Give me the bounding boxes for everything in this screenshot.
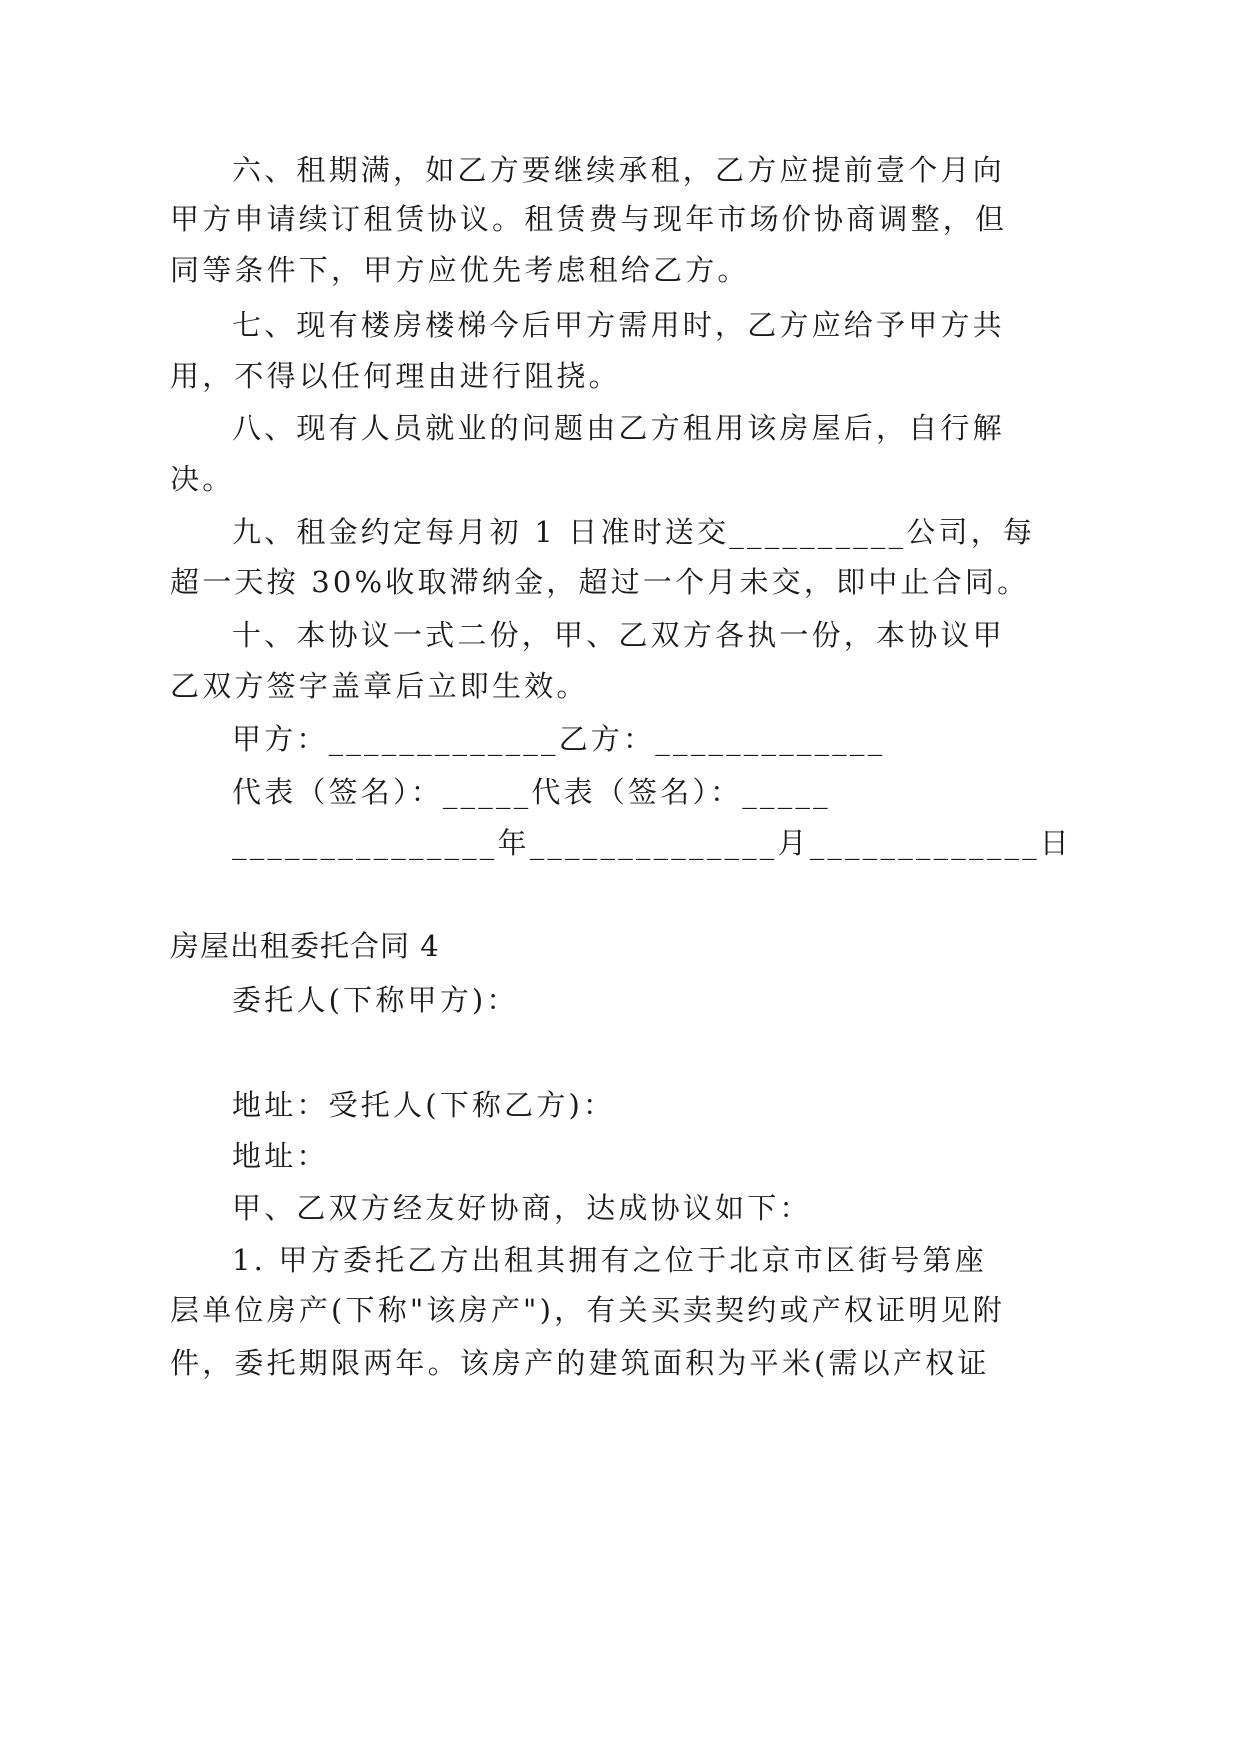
address-agent-line: 地址：受托人(下称乙方)： [232,1088,616,1122]
clause-7-line-1: 七、现有楼房楼梯今后甲方需用时，乙方应给予甲方共 [232,308,1005,342]
clause-9-line-1: 九、租金约定每月初 1 日准时送交__________公司，每 [232,515,1036,549]
clause-6-line-3: 同等条件下，甲方应优先考虑租给乙方。 [170,253,750,287]
item-1-line-1: 1. 甲方委托乙方出租其拥有之位于北京市区街号第座 [232,1243,987,1277]
clause-7-line-2: 用，不得以任何理由进行阻挠。 [170,359,621,393]
clause-10-line-1: 十、本协议一式二份，甲、乙双方各执一份，本协议甲 [232,618,1005,652]
address-line: 地址： [232,1139,329,1173]
representative-signature-line: 代表（签名）：_____代表（签名）：_____ [232,775,831,809]
clause-10-line-2: 乙双方签字盖章后立即生效。 [170,669,589,703]
agreement-intro-line: 甲、乙双方经友好协商，达成协议如下： [232,1191,812,1225]
principal-line: 委托人(下称甲方)： [232,983,519,1017]
clause-8-line-2: 决。 [170,462,235,496]
clause-9-line-2: 超一天按 30%收取滞纳金，超过一个月未交，即中止合同。 [170,565,1030,599]
party-signature-line: 甲方：_____________乙方：_____________ [232,722,886,756]
section-title: 房屋出租委托合同 4 [170,929,440,963]
item-1-line-3: 件，委托期限两年。该房产的建筑面积为平米(需以产权证 [170,1346,990,1380]
date-line: _______________年______________月_____________日 [232,826,1072,860]
clause-8-line-1: 八、现有人员就业的问题由乙方租用该房屋后，自行解 [232,411,1005,445]
clause-6-line-2: 甲方申请续订租赁协议。租赁费与现年市场价协商调整，但 [170,202,1008,236]
clause-6-line-1: 六、租期满，如乙方要继续承租，乙方应提前壹个月向 [232,153,1005,187]
item-1-line-2: 层单位房产(下称"该房产")，有关买卖契约或产权证明见附 [170,1293,1005,1327]
